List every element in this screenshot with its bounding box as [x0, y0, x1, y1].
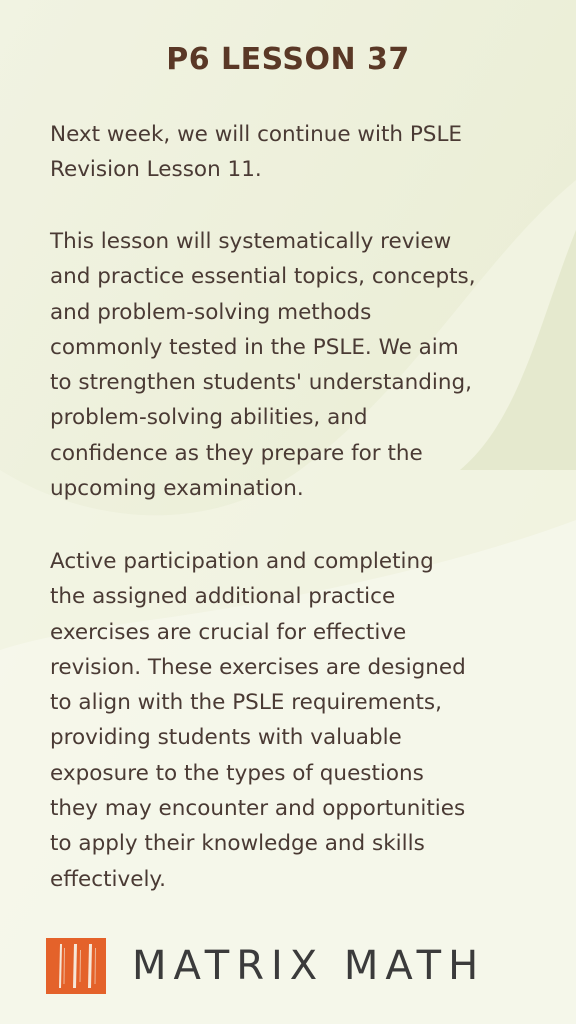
matrix-math-logo-icon — [46, 938, 106, 994]
brand-logo — [46, 938, 485, 994]
brand-name: MATRIX MATH — [132, 943, 486, 989]
paragraph-participation: Active participation and completing the assigned additional practice exercises are crucial for effective revision. These exercises are designed to align with the PSLE requirements, providing students with valuable exposure to the types of questions they may encounter and opportunities to apply their knowledge and skills effectively. — [50, 549, 466, 892]
page-title: P6 LESSON 37 — [166, 42, 410, 77]
paragraph-intro: Next week, we will continue with PSLE Revision Lesson 11. — [50, 122, 463, 183]
paragraph-lesson-description: This lesson will systematically review and practice essential topics, concepts, and problem-solving methods commonly tested in the PSLE. We aim to strengthen students' understanding, problem-solving abilities, and confidence as they prepare for the upcoming examination. — [50, 229, 476, 502]
